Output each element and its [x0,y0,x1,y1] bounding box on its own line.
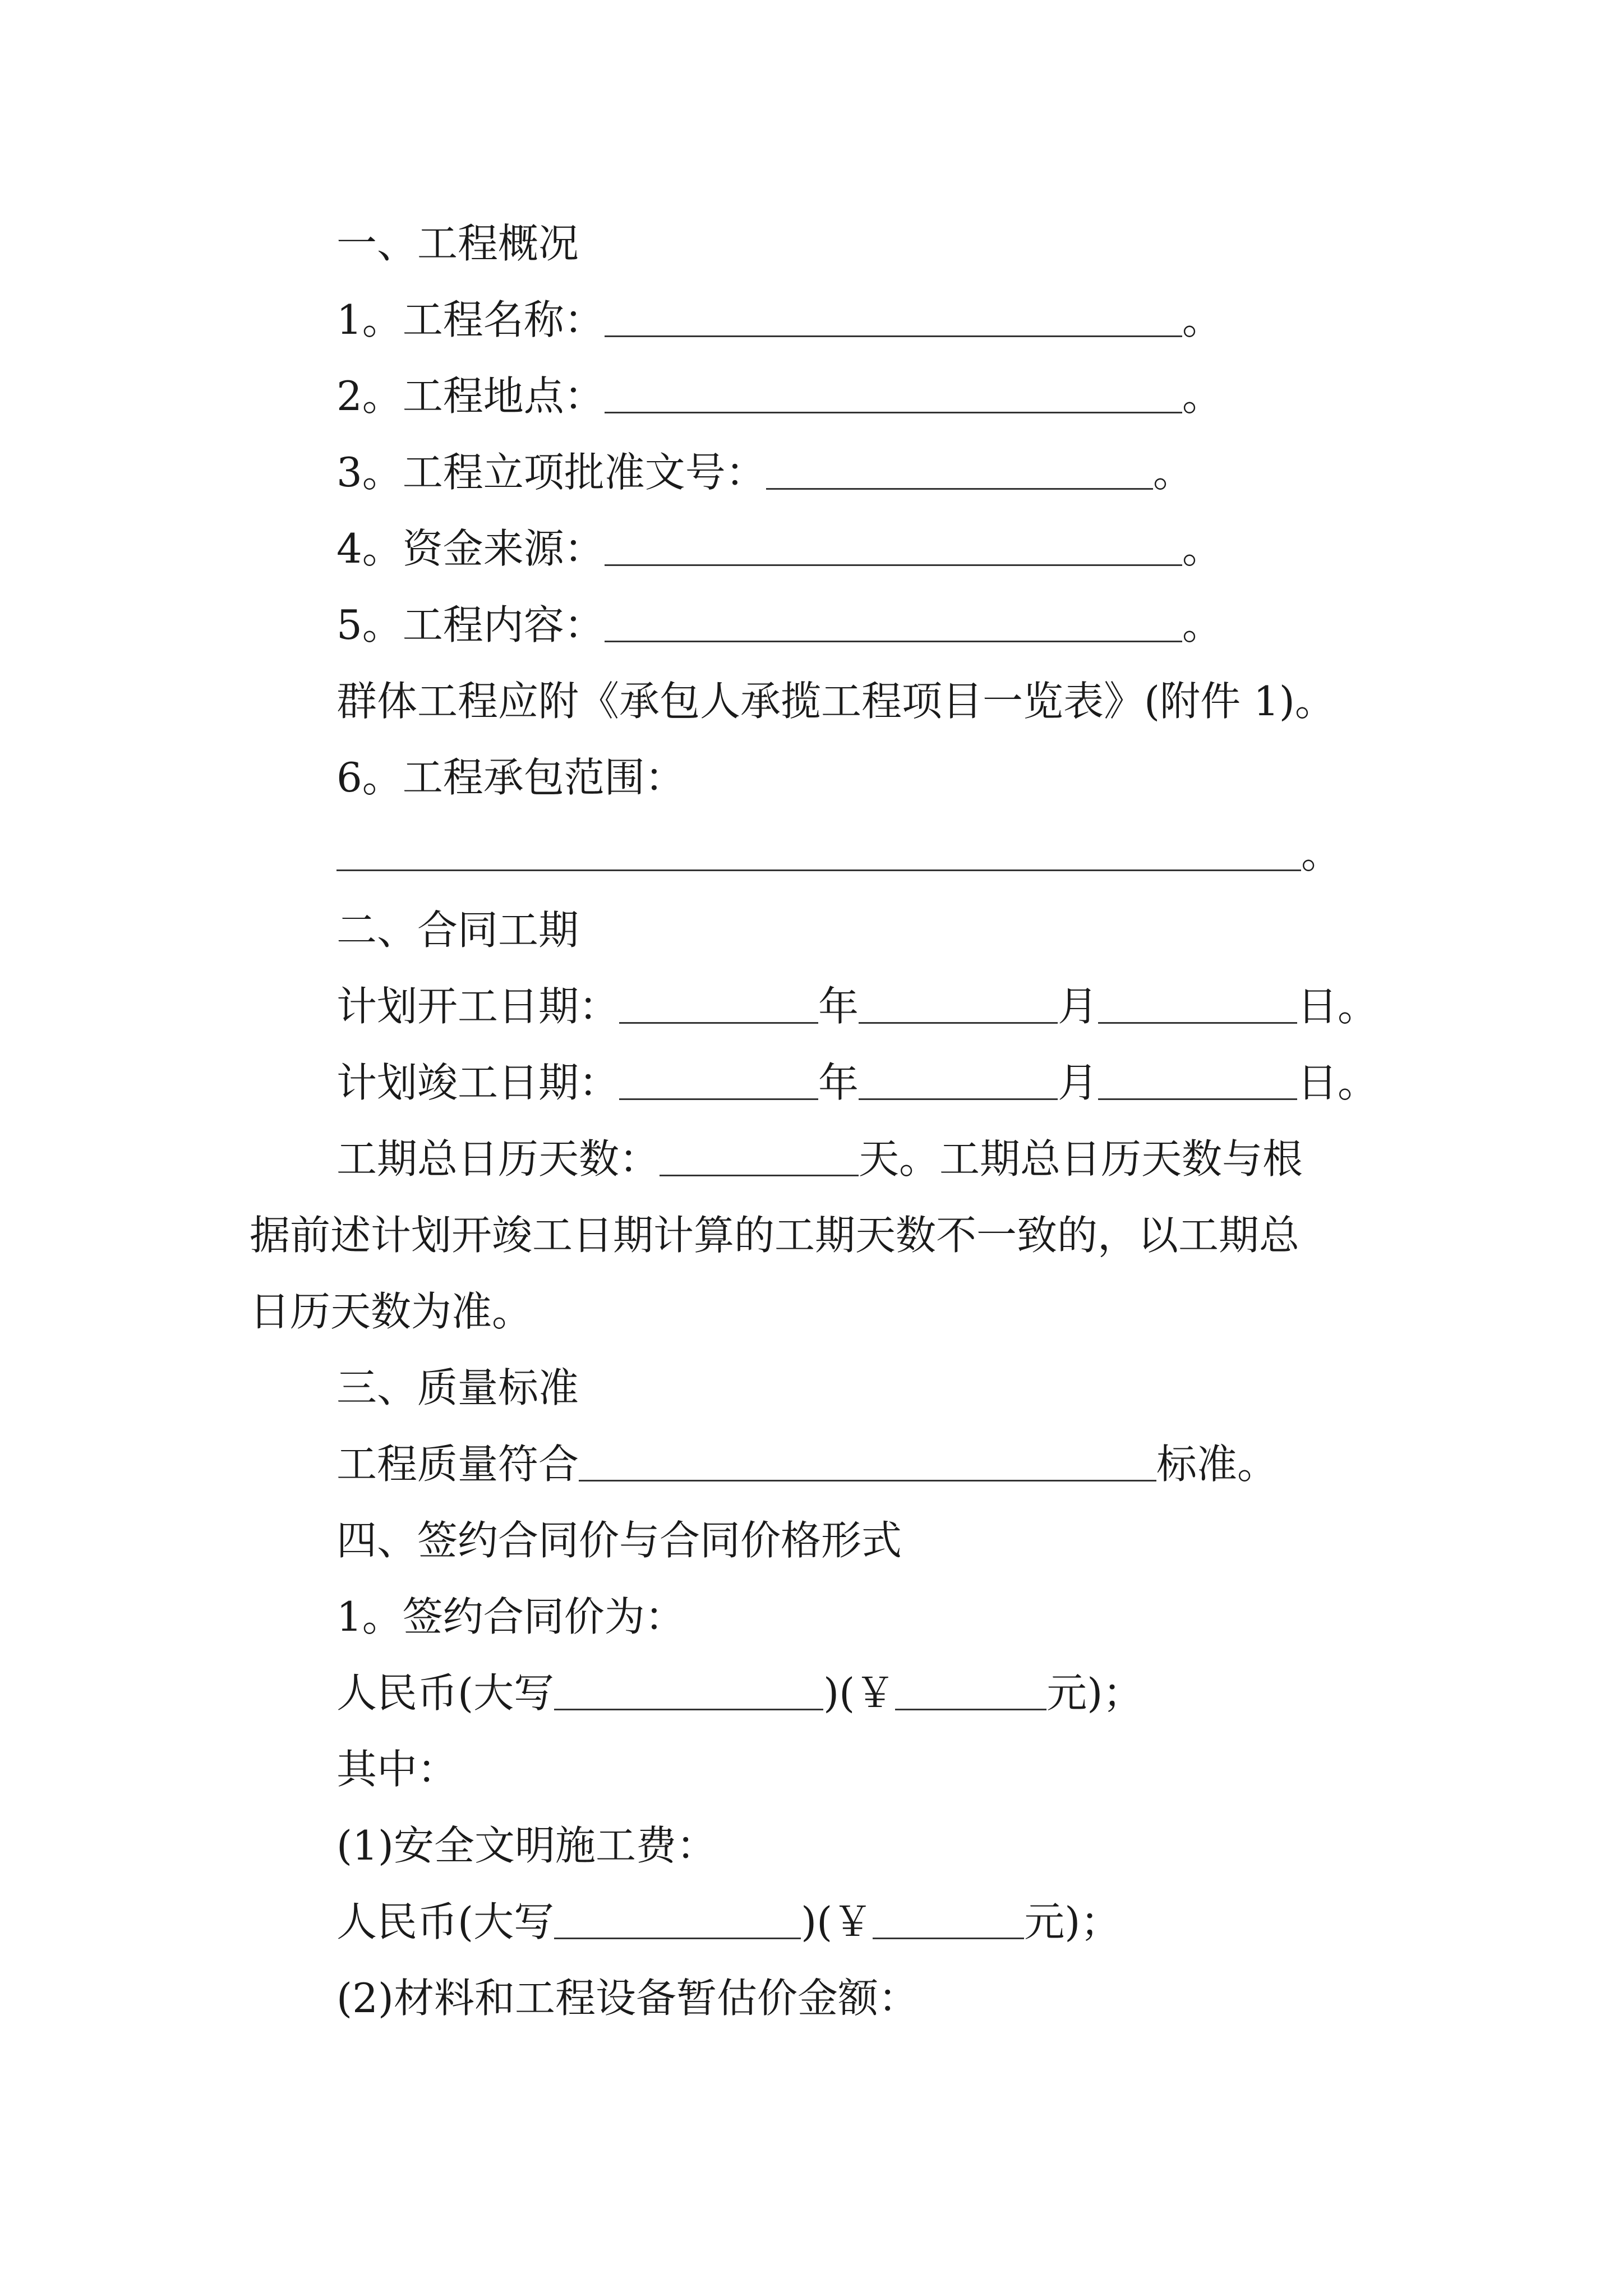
field-end: 标准。 [1156,1441,1278,1488]
heading-text: 三、质量标准 [336,1364,579,1411]
yuan-close: 元)； [1046,1669,1144,1717]
blank-underline[interactable] [619,988,818,1024]
field-project-location [336,372,1223,420]
blank-underline[interactable] [605,607,1182,642]
section-heading-price [336,1517,902,1564]
blank-underline[interactable] [895,1675,1046,1710]
paragraph-text: 天。工期总日历天数与根 [859,1135,1303,1182]
blank-underline[interactable] [579,1446,1156,1481]
field-label: 6。工程承包范围： [336,754,685,801]
blank-underline[interactable] [336,836,1301,871]
field-label: 1。签约合同价为： [336,1593,685,1640]
field-end: 。 [1182,372,1223,420]
field-label: 工期总日历天数： [336,1135,660,1182]
field-label: 5。工程内容： [336,601,605,648]
field-end: 。 [1182,296,1223,343]
blank-underline[interactable] [554,1675,823,1710]
field-end: 。 [1182,525,1223,572]
field-project-name [336,296,1223,343]
field-label: 人民币(大写 [336,1669,555,1717]
heading-text: 二、合同工期 [336,907,579,954]
blank-underline[interactable] [605,302,1182,337]
month-label: 月 [1058,983,1099,1030]
field-label: 4。资金来源： [336,525,605,572]
field-safety-rmb-amount [336,1898,1121,1945]
field-start-date [336,983,1378,1030]
heading-text: 一、工程概况 [336,220,579,267]
year-label: 年 [818,983,859,1030]
yuan-open: )(￥ [801,1898,873,1945]
field-safety-fee [336,1822,717,1869]
blank-underline[interactable] [619,1065,818,1100]
paragraph-line [250,1288,533,1335]
field-approval-number [336,449,1193,496]
blank-underline[interactable] [859,1065,1058,1100]
field-label: 2。工程地点： [336,372,605,420]
blank-underline[interactable] [660,1141,859,1176]
field-end: 。 [1152,449,1193,496]
field-quality-standard [336,1441,1278,1488]
yuan-close: 元)； [1024,1898,1121,1945]
label-text: 其中： [336,1746,458,1793]
day-label: 日。 [1297,983,1378,1030]
blank-underline[interactable] [554,1904,801,1939]
field-contract-scope [336,754,685,801]
field-label: (1)安全文明施工费： [336,1822,717,1869]
month-label: 月 [1058,1059,1099,1106]
year-label: 年 [818,1059,859,1106]
group-project-note [336,678,1335,725]
section-heading-quality [336,1364,579,1411]
blank-underline[interactable] [766,454,1153,490]
section-heading-duration [336,907,579,954]
section-heading-overview [336,220,579,267]
field-label: 计划竣工日期： [336,1059,620,1106]
field-label: 计划开工日期： [336,983,620,1030]
among-label [336,1746,458,1793]
paragraph-text: 据前述计划开竣工日期计算的工期天数不一致的，以工期总 [250,1212,1300,1259]
field-end: 。 [1301,830,1342,877]
yuan-open: )(￥ [823,1669,896,1717]
field-finish-date [336,1059,1378,1106]
field-funding-source [336,525,1223,572]
note-text: 群体工程应附《承包人承揽工程项目一览表》(附件 1)。 [336,678,1335,725]
day-label: 日。 [1297,1059,1378,1106]
field-rmb-amount [336,1669,1144,1717]
field-provisional-amount [336,1975,919,2022]
blank-underline[interactable] [873,1904,1024,1939]
field-label: 人民币(大写 [336,1898,555,1945]
field-end: 。 [1182,601,1223,648]
field-contract-scope-blank [336,830,1342,877]
field-label: 3。工程立项批准文号： [336,449,766,496]
field-project-content [336,601,1223,648]
blank-underline[interactable] [859,988,1058,1024]
blank-underline[interactable] [1098,988,1297,1024]
paragraph-line [250,1212,1300,1259]
blank-underline[interactable] [605,531,1182,566]
field-signed-price [336,1593,685,1640]
field-label: 1。工程名称： [336,296,605,343]
blank-underline[interactable] [1098,1065,1297,1100]
paragraph-text: 日历天数为准。 [250,1288,533,1335]
blank-underline[interactable] [605,378,1182,413]
field-label: (2)材料和工程设备暂估价金额： [336,1975,919,2022]
field-label: 工程质量符合 [336,1441,579,1488]
field-total-days [336,1135,1303,1182]
heading-text: 四、签约合同价与合同价格形式 [336,1517,902,1564]
